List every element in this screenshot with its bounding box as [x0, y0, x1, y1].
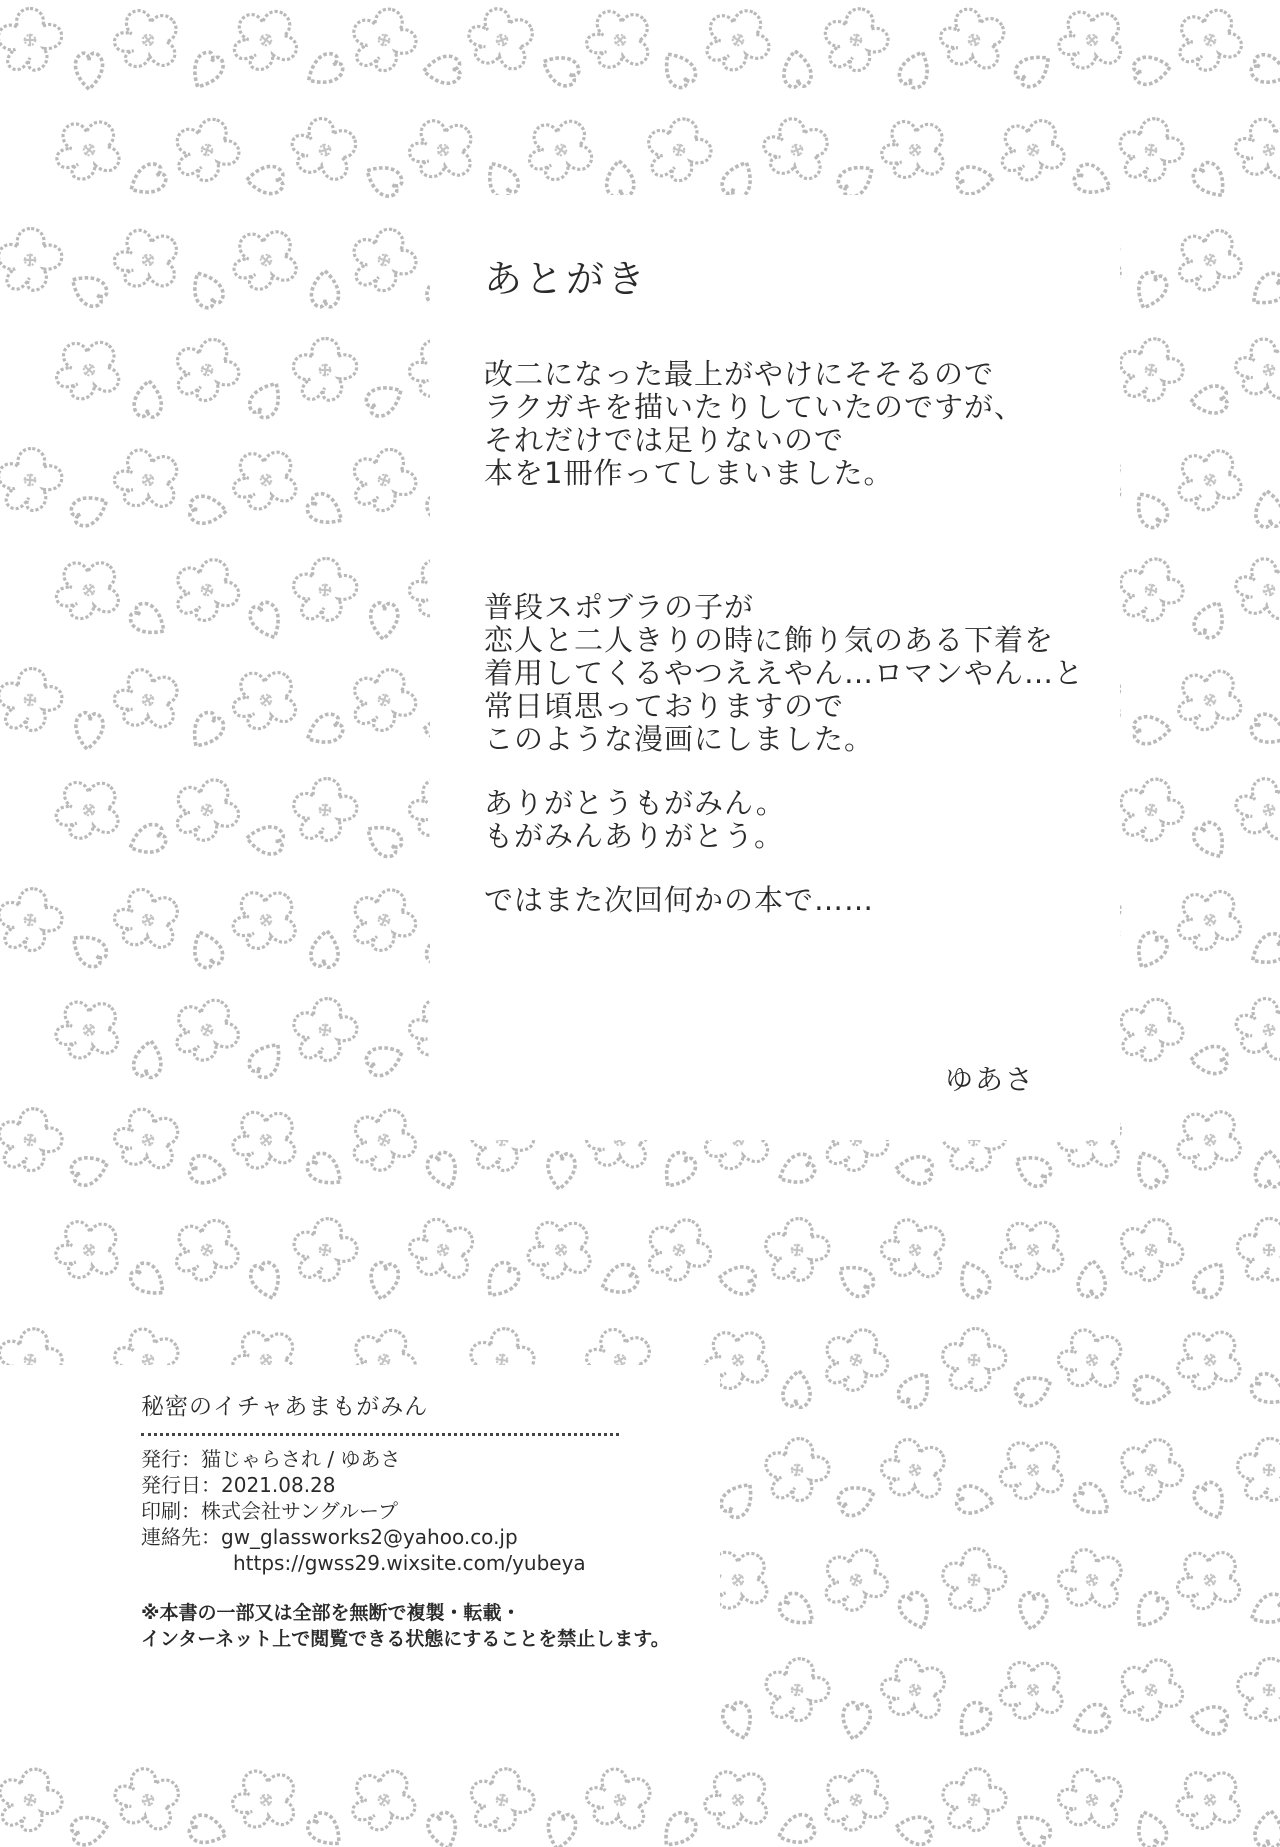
sakura-petal-icon — [368, 1261, 400, 1301]
sakura-petal-icon — [1190, 597, 1230, 641]
sakura-blossom-icon — [1236, 1437, 1280, 1502]
sakura-blossom-icon — [45, 326, 133, 414]
sakura-petal-icon — [1078, 1260, 1107, 1297]
sakura-petal-icon — [186, 267, 227, 312]
sakura-blossom-icon — [638, 1208, 721, 1290]
sakura-petal-icon — [1130, 1147, 1171, 1192]
sakura-petal-icon — [66, 927, 111, 971]
afterword-line: 常日頃思っておりますので — [484, 689, 845, 723]
publisher-line: 発行：猫じゃらされ / ゆあさ — [141, 1447, 401, 1471]
sakura-blossom-icon — [462, 0, 543, 81]
sakura-blossom-icon — [933, 0, 1016, 82]
contact-line: 連絡先：gw_glassworks2@yahoo.co.jp — [141, 1525, 518, 1549]
sakura-petal-icon — [1131, 1807, 1170, 1847]
sakura-blossom-icon — [517, 1205, 605, 1293]
sakura-blossom-icon — [0, 1103, 67, 1175]
sakura-petal-icon — [1010, 1148, 1055, 1190]
sakura-petal-icon — [1010, 1807, 1055, 1847]
sakura-blossom-icon — [1050, 1537, 1135, 1623]
sakura-petal-icon — [423, 56, 460, 85]
author-signature: ゆあさ — [945, 1063, 1036, 1096]
sakura-blossom-icon — [291, 776, 359, 843]
sakura-blossom-icon — [1112, 771, 1190, 848]
sakura-blossom-icon — [815, 1538, 898, 1621]
sakura-blossom-icon — [222, 875, 310, 963]
sakura-petal-icon — [953, 1257, 993, 1301]
sakura-petal-icon — [1129, 486, 1172, 531]
afterword-title: あとがき — [484, 257, 649, 301]
sakura-blossom-icon — [105, 0, 192, 83]
notice-line: ※本書の一部又は全部を無断で複製・転載・ — [141, 1602, 521, 1624]
sakura-blossom-icon — [1113, 552, 1189, 627]
sakura-blossom-icon — [989, 1426, 1077, 1514]
notice-line: インターネット上で閲覧できる状態にすることを禁止します。 — [141, 1628, 670, 1650]
sakura-petal-icon — [1191, 1046, 1227, 1073]
sakura-petal-icon — [134, 380, 163, 417]
sakura-petal-icon — [246, 599, 286, 643]
sakura-petal-icon — [126, 1259, 171, 1303]
sakura-blossom-icon — [465, 1763, 540, 1837]
sakura-blossom-icon — [290, 995, 360, 1064]
sakura-blossom-icon — [871, 105, 959, 193]
sakura-blossom-icon — [873, 1207, 959, 1293]
sakura-blossom-icon — [45, 765, 133, 853]
sakura-petal-icon — [544, 1811, 578, 1847]
sakura-blossom-icon — [696, 0, 782, 82]
sakura-blossom-icon — [641, 112, 717, 187]
sakura-petal-icon — [66, 268, 111, 310]
sakura-petal-icon — [125, 160, 170, 201]
sakura-blossom-icon — [45, 546, 133, 634]
sakura-blossom-icon — [989, 1645, 1077, 1733]
afterword-paragraph — [484, 591, 1104, 756]
sakura-petal-icon — [657, 46, 700, 91]
sakura-petal-icon — [1254, 1809, 1280, 1847]
sakura-blossom-icon — [1228, 108, 1280, 192]
sakura-blossom-icon — [1168, 0, 1252, 81]
sakura-blossom-icon — [1110, 1429, 1192, 1510]
dotted-divider — [141, 1433, 619, 1436]
sakura-blossom-icon — [168, 110, 247, 188]
sakura-blossom-icon — [401, 1207, 485, 1292]
copyright-notice — [141, 1600, 701, 1652]
sakura-petal-icon — [247, 1260, 285, 1303]
sakura-blossom-icon — [45, 985, 133, 1073]
sakura-petal-icon — [69, 1151, 112, 1189]
sakura-blossom-icon — [286, 110, 365, 190]
sakura-petal-icon — [717, 1265, 756, 1296]
sakura-blossom-icon — [1235, 1656, 1280, 1723]
sakura-petal-icon — [245, 825, 284, 856]
sakura-petal-icon — [717, 1477, 761, 1522]
sakura-petal-icon — [126, 599, 171, 642]
sakura-blossom-icon — [222, 1095, 310, 1183]
sakura-blossom-icon — [292, 557, 358, 622]
sakura-blossom-icon — [1167, 1096, 1254, 1183]
sakura-blossom-icon — [761, 1654, 833, 1725]
sakura-blossom-icon — [1048, 0, 1136, 84]
sakura-petal-icon — [1129, 1588, 1172, 1633]
sakura-blossom-icon — [346, 1, 423, 77]
sakura-blossom-icon — [105, 436, 191, 523]
sakura-blossom-icon — [1166, 1536, 1254, 1624]
sakura-blossom-icon — [873, 1427, 958, 1513]
book-title: 秘密のイチャあまもがみん — [141, 1394, 429, 1420]
sakura-petal-icon — [835, 1480, 879, 1519]
sakura-blossom-icon — [576, 0, 664, 84]
sakura-petal-icon — [74, 712, 105, 751]
sakura-blossom-icon — [0, 227, 63, 291]
sakura-petal-icon — [246, 377, 288, 422]
sakura-petal-icon — [1190, 819, 1232, 864]
afterword-line: ラクガキを描いたりしていたのですが、 — [484, 390, 1025, 424]
sakura-petal-icon — [363, 1040, 407, 1079]
sakura-blossom-icon — [762, 1435, 832, 1504]
sakura-blossom-icon — [0, 446, 64, 512]
sakura-petal-icon — [719, 1700, 757, 1743]
sakura-petal-icon — [1246, 1590, 1280, 1630]
sakura-petal-icon — [310, 929, 341, 968]
sakura-petal-icon — [956, 1485, 995, 1516]
sakura-blossom-icon — [1166, 1755, 1254, 1843]
sakura-blossom-icon — [939, 1764, 1010, 1834]
afterword-line: 着用してくるやつええやん…ロマンやん…と — [484, 656, 1085, 690]
sakura-petal-icon — [303, 1809, 348, 1847]
sakura-blossom-icon — [814, 1758, 898, 1842]
sakura-petal-icon — [656, 1808, 700, 1847]
sakura-blossom-icon — [819, 3, 893, 76]
sakura-blossom-icon — [223, 0, 310, 83]
sakura-petal-icon — [657, 1148, 700, 1193]
sakura-petal-icon — [782, 49, 813, 88]
sakura-blossom-icon — [1167, 1316, 1255, 1404]
sakura-petal-icon — [75, 53, 102, 89]
sakura-blossom-icon — [1110, 1648, 1193, 1730]
sakura-blossom-icon — [518, 106, 605, 192]
afterword-line: もがみんありがとう。 — [484, 819, 785, 853]
sakura-petal-icon — [425, 1810, 461, 1847]
sakura-blossom-icon — [1229, 769, 1280, 850]
sakura-petal-icon — [188, 1154, 228, 1186]
sakura-petal-icon — [538, 49, 582, 89]
sakura-petal-icon — [189, 496, 226, 525]
sakura-blossom-icon — [165, 988, 249, 1071]
sakura-blossom-icon — [1229, 549, 1280, 631]
printer-line: 印刷：株式会社サングループ — [141, 1499, 398, 1523]
sakura-petal-icon — [1132, 54, 1172, 86]
sakura-petal-icon — [1018, 1592, 1049, 1631]
sakura-petal-icon — [1246, 269, 1280, 313]
sakura-petal-icon — [1254, 489, 1280, 528]
sakura-blossom-icon — [289, 1214, 361, 1285]
sakura-blossom-icon — [579, 1758, 662, 1841]
sakura-petal-icon — [304, 490, 349, 532]
sakura-blossom-icon — [223, 216, 310, 303]
sakura-petal-icon — [302, 710, 346, 750]
sakura-blossom-icon — [939, 1545, 1008, 1613]
sakura-petal-icon — [896, 47, 935, 91]
sakura-blossom-icon — [46, 106, 134, 193]
sakura-blossom-icon — [343, 1098, 426, 1181]
sakura-petal-icon — [186, 49, 227, 94]
sakura-blossom-icon — [165, 1207, 250, 1291]
sakura-petal-icon — [369, 602, 398, 639]
afterword-line: ではまた次回何かの本で…… — [484, 883, 875, 917]
sakura-blossom-icon — [344, 659, 425, 739]
sakura-blossom-icon — [107, 1098, 191, 1182]
sakura-blossom-icon — [108, 1759, 188, 1840]
sakura-petal-icon — [185, 708, 228, 753]
sakura-petal-icon — [424, 1149, 463, 1193]
sakura-blossom-icon — [1230, 990, 1280, 1070]
sakura-petal-icon — [1130, 929, 1171, 974]
sakura-petal-icon — [245, 1037, 289, 1082]
sakura-petal-icon — [1248, 1370, 1280, 1412]
afterword-line: それだけでは足りないので — [484, 423, 845, 457]
sakura-petal-icon — [840, 1701, 872, 1741]
sakura-petal-icon — [1246, 930, 1280, 972]
afterword-line: 恋人と二人きりの時に飾り気のある下着を — [484, 623, 1055, 657]
sakura-petal-icon — [895, 1155, 932, 1184]
sakura-blossom-icon — [0, 665, 65, 733]
sakura-blossom-icon — [106, 877, 191, 962]
sakura-petal-icon — [479, 1258, 523, 1303]
sakura-petal-icon — [597, 1261, 641, 1300]
sakura-blossom-icon — [991, 107, 1076, 192]
afterword-paragraph — [484, 787, 1104, 853]
sakura-blossom-icon — [105, 216, 192, 303]
sakura-petal-icon — [896, 1589, 935, 1633]
sakura-blossom-icon — [1050, 1757, 1135, 1842]
sakura-petal-icon — [1133, 715, 1170, 744]
publish-date-line: 発行日：2021.08.28 — [141, 1473, 336, 1497]
sakura-petal-icon — [303, 1149, 348, 1193]
afterword-line: このような漫画にしました。 — [484, 722, 875, 756]
sakura-petal-icon — [187, 1813, 229, 1847]
sakura-petal-icon — [360, 818, 405, 861]
afterword-paragraph — [484, 358, 1104, 490]
sakura-blossom-icon — [1228, 328, 1280, 411]
sakura-petal-icon — [1190, 1479, 1230, 1523]
sakura-blossom-icon — [222, 656, 310, 744]
afterword-line: 普段スポブラの子が — [484, 590, 755, 624]
sakura-blossom-icon — [989, 1206, 1077, 1294]
sakura-blossom-icon — [0, 9, 62, 71]
sakura-blossom-icon — [106, 657, 191, 743]
sakura-blossom-icon — [1168, 217, 1253, 301]
sakura-blossom-icon — [166, 549, 248, 630]
sakura-petal-icon — [68, 489, 112, 529]
sakura-petal-icon — [132, 1039, 164, 1079]
sakura-blossom-icon — [293, 338, 357, 401]
sakura-blossom-icon — [763, 1216, 831, 1283]
sakura-petal-icon — [187, 927, 226, 971]
colophon — [141, 1393, 701, 1652]
sakura-blossom-icon — [1167, 876, 1254, 962]
sakura-petal-icon — [1011, 47, 1056, 91]
sakura-blossom-icon — [1237, 1218, 1280, 1281]
sakura-blossom-icon — [344, 440, 424, 519]
sakura-blossom-icon — [223, 436, 311, 524]
sakura-blossom-icon — [341, 1757, 427, 1842]
sakura-petal-icon — [1255, 1151, 1280, 1187]
sakura-petal-icon — [1131, 269, 1170, 313]
afterword-line: ありがとうもがみん。 — [484, 786, 786, 820]
sakura-blossom-icon — [1167, 657, 1253, 743]
sakura-blossom-icon — [167, 330, 247, 410]
sakura-blossom-icon — [1049, 1316, 1135, 1403]
sakura-petal-icon — [1190, 1257, 1232, 1302]
sakura-petal-icon — [894, 1814, 934, 1846]
sakura-blossom-icon — [1114, 333, 1189, 407]
sakura-blossom-icon — [873, 1647, 957, 1732]
sakura-petal-icon — [775, 1589, 820, 1633]
sakura-blossom-icon — [0, 884, 66, 954]
sakura-blossom-icon — [815, 1319, 897, 1400]
sakura-petal-icon — [361, 159, 406, 200]
sakura-blossom-icon — [223, 1756, 311, 1844]
sakura-blossom-icon — [400, 106, 488, 194]
website-url: https://gwss29.wixsite.com/yubeya — [233, 1551, 586, 1575]
sakura-petal-icon — [1189, 385, 1228, 416]
sakura-petal-icon — [782, 1369, 813, 1408]
sakura-petal-icon — [125, 821, 169, 860]
sakura-petal-icon — [69, 1812, 111, 1847]
sakura-blossom-icon — [45, 1205, 133, 1293]
sakura-blossom-icon — [1111, 1210, 1191, 1290]
sakura-petal-icon — [1012, 1369, 1056, 1409]
afterword-body — [484, 358, 1104, 917]
afterword-line: 改二になった最上がやけにそそるので — [484, 357, 995, 391]
sakura-petal-icon — [311, 271, 338, 307]
sakura-blossom-icon — [1115, 113, 1188, 185]
sakura-petal-icon — [363, 379, 408, 420]
sakura-petal-icon — [546, 1152, 577, 1191]
sakura-blossom-icon — [166, 768, 249, 850]
sakura-petal-icon — [1133, 1376, 1170, 1405]
sakura-blossom-icon — [343, 879, 425, 960]
sakura-blossom-icon — [940, 1326, 1007, 1392]
sakura-petal-icon — [894, 1366, 937, 1411]
sakura-petal-icon — [1248, 710, 1280, 750]
sakura-petal-icon — [302, 50, 347, 92]
sakura-petal-icon — [1249, 51, 1280, 89]
sakura-petal-icon — [1070, 1479, 1115, 1522]
sakura-blossom-icon — [345, 221, 423, 298]
sakura-blossom-icon — [757, 109, 838, 191]
sakura-blossom-icon — [694, 1755, 782, 1843]
sakura-petal-icon — [1189, 158, 1233, 203]
sakura-blossom-icon — [0, 1761, 69, 1838]
afterword-paragraph — [484, 884, 1104, 917]
sakura-petal-icon — [1069, 1701, 1113, 1740]
sakura-petal-icon — [1189, 1705, 1228, 1736]
sakura-blossom-icon — [1112, 990, 1191, 1068]
sakura-petal-icon — [951, 1698, 995, 1743]
sakura-petal-icon — [832, 1258, 877, 1301]
sakura-blossom-icon — [1168, 437, 1254, 522]
sakura-petal-icon — [247, 166, 283, 193]
sakura-petal-icon — [605, 160, 634, 197]
afterword-line: 本を1冊作ってしまいました。 — [484, 456, 894, 490]
sakura-petal-icon — [774, 1811, 817, 1847]
sakura-petal-icon — [774, 1150, 818, 1190]
sakura-petal-icon — [956, 165, 995, 196]
